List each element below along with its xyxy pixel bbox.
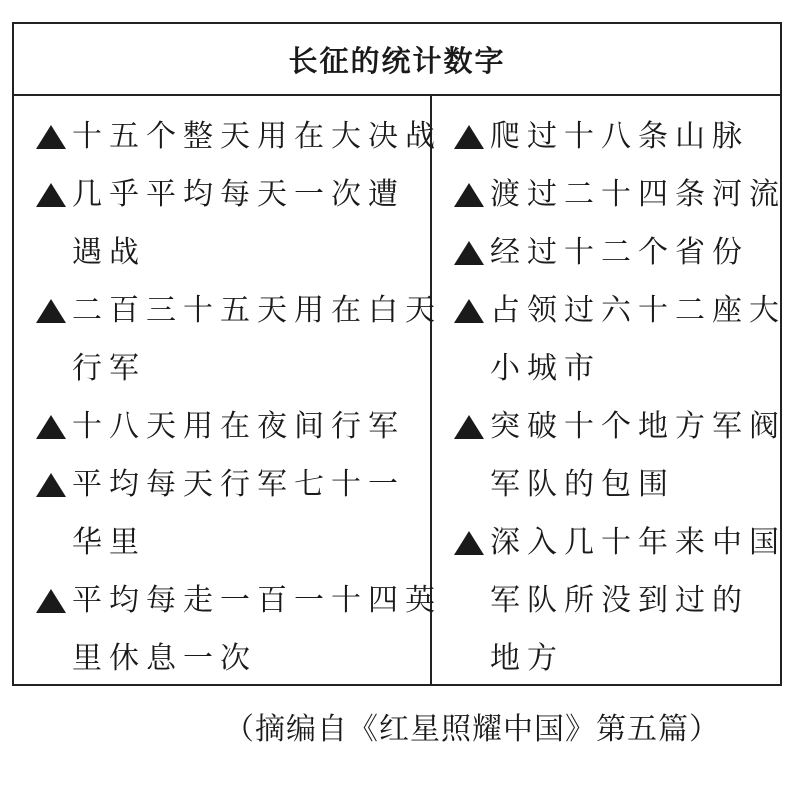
left-column xyxy=(14,94,442,684)
list-item-line: 十五个整天用在大决战 xyxy=(72,119,442,154)
black-triangle-icon xyxy=(36,473,66,497)
black-triangle-icon xyxy=(454,415,484,439)
list-item-line: 渡过二十四条河流 xyxy=(490,177,786,212)
list-item-line: 深入几十年来中国 xyxy=(490,525,786,560)
black-triangle-icon xyxy=(454,125,484,149)
list-item-line: 遇战 xyxy=(72,235,146,270)
black-triangle-icon xyxy=(454,299,484,323)
source-note: （摘编自《红星照耀中国》第五篇） xyxy=(224,712,720,747)
black-triangle-icon xyxy=(454,531,484,555)
list-item-line: 军队的包围 xyxy=(490,467,675,502)
list-item-line: 突破十个地方军阀 xyxy=(490,409,786,444)
list-item-line: 平均每走一百一十四英 xyxy=(72,583,442,618)
list-item-line: 平均每天行军七十一 xyxy=(72,467,405,502)
list-item-line: 军队所没到过的 xyxy=(490,583,749,618)
black-triangle-icon xyxy=(36,183,66,207)
statistics-table xyxy=(12,22,786,686)
list-item-line: 行军 xyxy=(72,351,146,386)
black-triangle-icon xyxy=(36,415,66,439)
black-triangle-icon xyxy=(454,241,484,265)
list-item-line: 地方 xyxy=(490,641,564,676)
black-triangle-icon xyxy=(36,125,66,149)
black-triangle-icon xyxy=(36,589,66,613)
list-item-line: 爬过十八条山脉 xyxy=(490,119,749,154)
list-item-line: 小城市 xyxy=(490,351,601,386)
list-item-line: 十八天用在夜间行军 xyxy=(72,409,405,444)
black-triangle-icon xyxy=(36,299,66,323)
black-triangle-icon xyxy=(454,183,484,207)
list-item-line: 华里 xyxy=(72,525,146,560)
right-column xyxy=(432,94,786,684)
list-item-line: 里休息一次 xyxy=(72,641,257,676)
list-item-line: 经过十二个省份 xyxy=(490,235,749,270)
list-item-line: 占领过六十二座大 xyxy=(490,293,786,328)
list-item-line: 二百三十五天用在白天 xyxy=(72,293,442,328)
table-title: 长征的统计数字 xyxy=(14,24,780,96)
list-item-line: 几乎平均每天一次遭 xyxy=(72,177,405,212)
